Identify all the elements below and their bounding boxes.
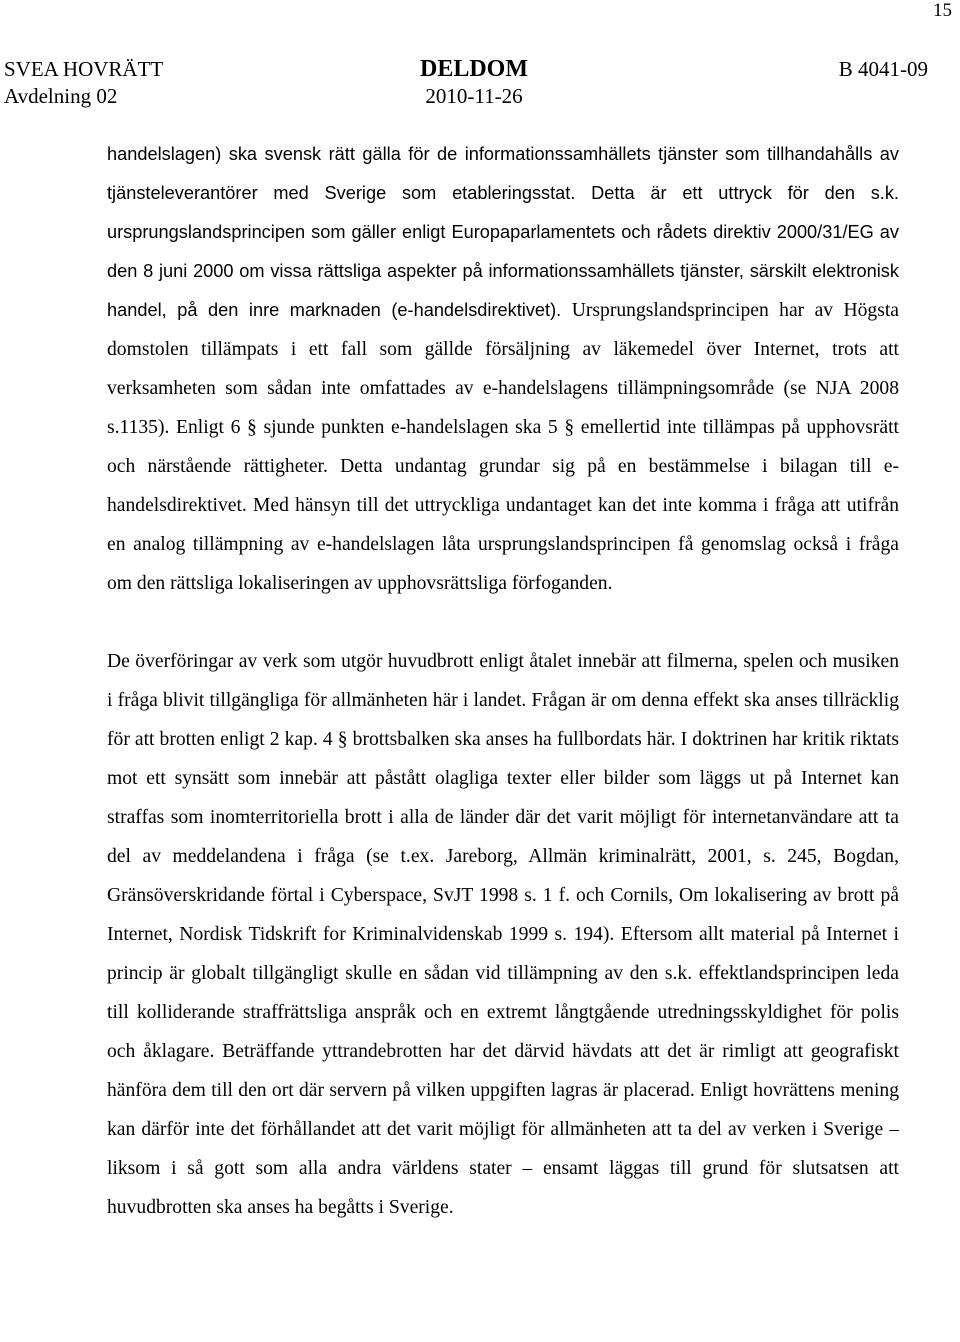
document-date: 2010-11-26 bbox=[425, 84, 523, 108]
court-name: SVEA HOVRÄTT bbox=[4, 57, 164, 81]
paragraph-1-serif-text: Ursprungslandsprincipen har av Högsta domstolen tillämpats i ett fall som gällde försäljning av läkemedel över Internet, trots att verksamheten som sådan inte omfattades av e-handelslagens tillämpningsområde (se NJA 2008 s.1135). Enligt 6 § sjunde punkten e-handelslagen ska 5 § emellertid inte tillämpas på upphovsrätt och närstående rättigheter. Detta undantag grundar sig på en bestämmelse i bilagan till e-handelsdirektivet. Med hänsyn till det uttryckliga undantaget kan det inte komma i fråga att utifrån en analog tillämpning av e-handelslagen låta ursprungslandsprincipen få genomslag också i fråga om den rättsliga lokaliseringen av upphovsrättsliga förfoganden. bbox=[107, 300, 899, 594]
page-number: 15 bbox=[933, 0, 952, 21]
paragraph-1-sans-text: handelslagen) ska svensk rätt gälla för de informationssamhällets tjänster som tillhandahålls av tjänsteleverantörer med Sverige som etableringsstat. Detta är ett uttryck för den s.k. ursprungslandsprincipen som gäller enligt Europaparlamentets och rådets direktiv 2000/31/EG av den 8 juni 2000 om vissa rättsliga aspekter på informationssamhällets tjänster, särskilt elektronisk handel, på den inre marknaden (e-handelsdirektivet). bbox=[107, 144, 899, 320]
paragraph-2: De överföringar av verk som utgör huvudbrott enligt åtalet innebär att filmerna, spelen och musiken i fråga blivit tillgängliga för allmänheten här i landet. Frågan är om denna effekt ska anses tillräcklig för att brotten enligt 2 kap. 4 § brottsbalken ska anses ha fullbordats här. I doktrinen har kritik riktats mot ett synsätt som innebär att påstått olagliga texter eller bilder som läggs ut på Internet kan straffas som inomterritoriella brott i alla de länder där det varit möjligt för internetanvändare att ta del av meddelandena i fråga (se t.ex. Jareborg, Allmän kriminalrätt, 2001, s. 245, Bogdan, Gränsöverskridande förtal i Cyberspace, SvJT 1998 s. 1 f. och Cornils, Om lokalisering av brott på Internet, Nordisk Tidskrift for Kriminalvidenskab 1999 s. 194). Eftersom allt material på Internet i princip är globalt tillgängligt skulle en sådan vid tillämpning av den s.k. effektlandsprincipen leda till kolliderande straffrättsliga anspråk och en extremt långtgående utredningsskyldighet för polis och åklagare. Beträffande yttrandebrotten har det därvid hävdats att det är rimligt att geografiskt hänföra dem till den ort där servern på vilken uppgiften lagras är placerad. Enligt hovrättens mening kan därför inte det förhållandet att det varit möjligt för allmänheten att ta del av verken i Sverige – liksom i så gott som alla andra världens stater – ensamt läggas till grund för slutsatsen att huvudbrotten ska anses ha begåtts i Sverige. bbox=[107, 651, 899, 1218]
document-header bbox=[4, 56, 928, 116]
case-number: B 4041-09 bbox=[838, 57, 928, 81]
document-body bbox=[107, 135, 899, 1227]
paragraph-1 bbox=[107, 135, 899, 603]
division-name: Avdelning 02 bbox=[4, 84, 118, 108]
header-doc-block bbox=[412, 56, 536, 110]
header-court-block bbox=[4, 56, 163, 110]
document-type: DELDOM bbox=[420, 56, 528, 82]
